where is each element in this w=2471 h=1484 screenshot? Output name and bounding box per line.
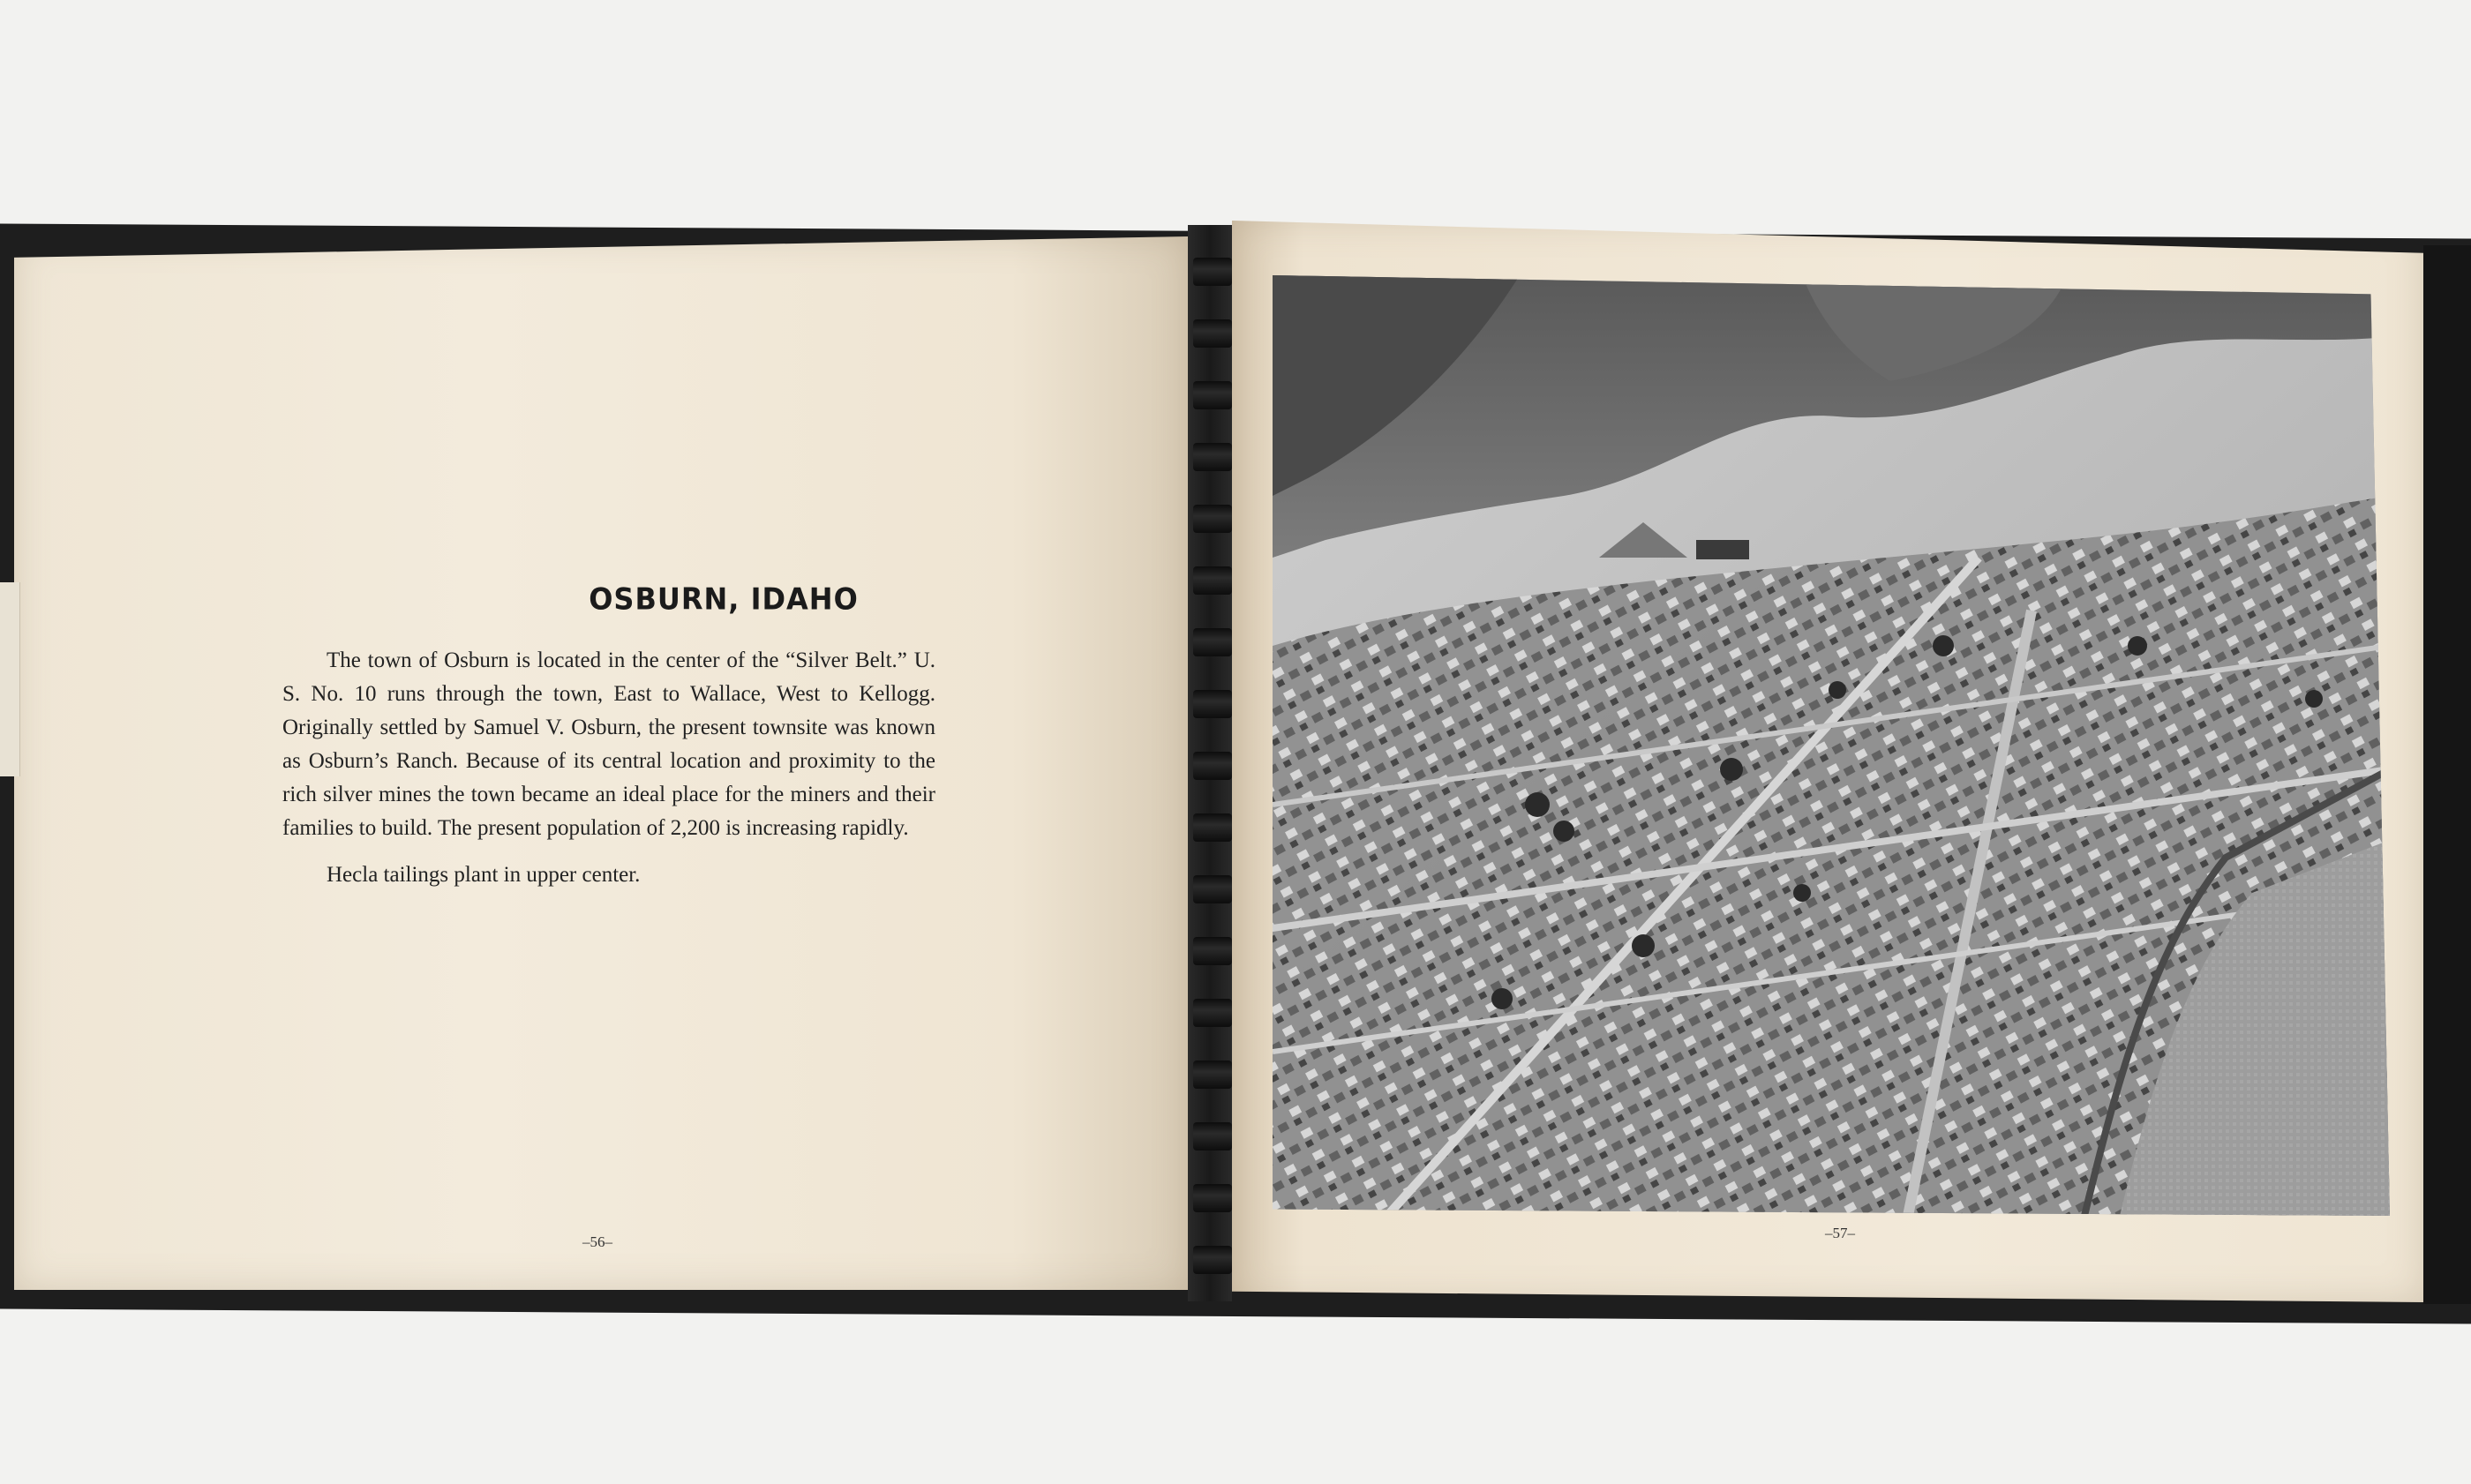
inserted-slip — [0, 582, 20, 776]
spiral-coil — [1193, 1061, 1232, 1089]
spiral-coil — [1193, 258, 1232, 286]
body-paragraph: The town of Osburn is located in the center of the “Silver Belt.” U. S. No. 10 runs through the town, East to Wallace, West to Kellogg. Originally settled by Samuel V. Osburn, the present townsite was known as Osburn’s Ranch. Because of its central location and proximity to the rich silver mines the town became an ideal place for the miners and their families to build. The present population of 2,200 is increasing rapidly. — [282, 648, 935, 840]
photo-caption: Hecla tailings plant in upper center. — [327, 863, 641, 887]
spiral-coil — [1193, 875, 1232, 903]
spiral-coil — [1193, 381, 1232, 409]
spiral-coil — [1193, 813, 1232, 842]
back-cover-edge — [2423, 245, 2471, 1304]
page-heading: OSBURN, IDAHO — [589, 581, 859, 617]
spiral-coil — [1193, 566, 1232, 595]
spiral-coil — [1193, 1122, 1232, 1150]
spiral-coil — [1193, 752, 1232, 780]
spiral-coil — [1193, 937, 1232, 965]
aerial-photo-icon — [1273, 275, 2390, 1216]
spiral-coil — [1193, 505, 1232, 533]
spiral-coil — [1193, 319, 1232, 348]
page-number-right: –57– — [1825, 1225, 1855, 1241]
spiral-coil — [1193, 443, 1232, 471]
page-number-left: –56– — [582, 1233, 612, 1250]
spiral-coil — [1193, 690, 1232, 718]
spiral-coil — [1193, 628, 1232, 656]
spiral-coil — [1193, 1246, 1232, 1274]
spiral-coil — [1193, 1184, 1232, 1212]
aerial-photo — [1273, 275, 2390, 1216]
spiral-coil — [1193, 999, 1232, 1027]
